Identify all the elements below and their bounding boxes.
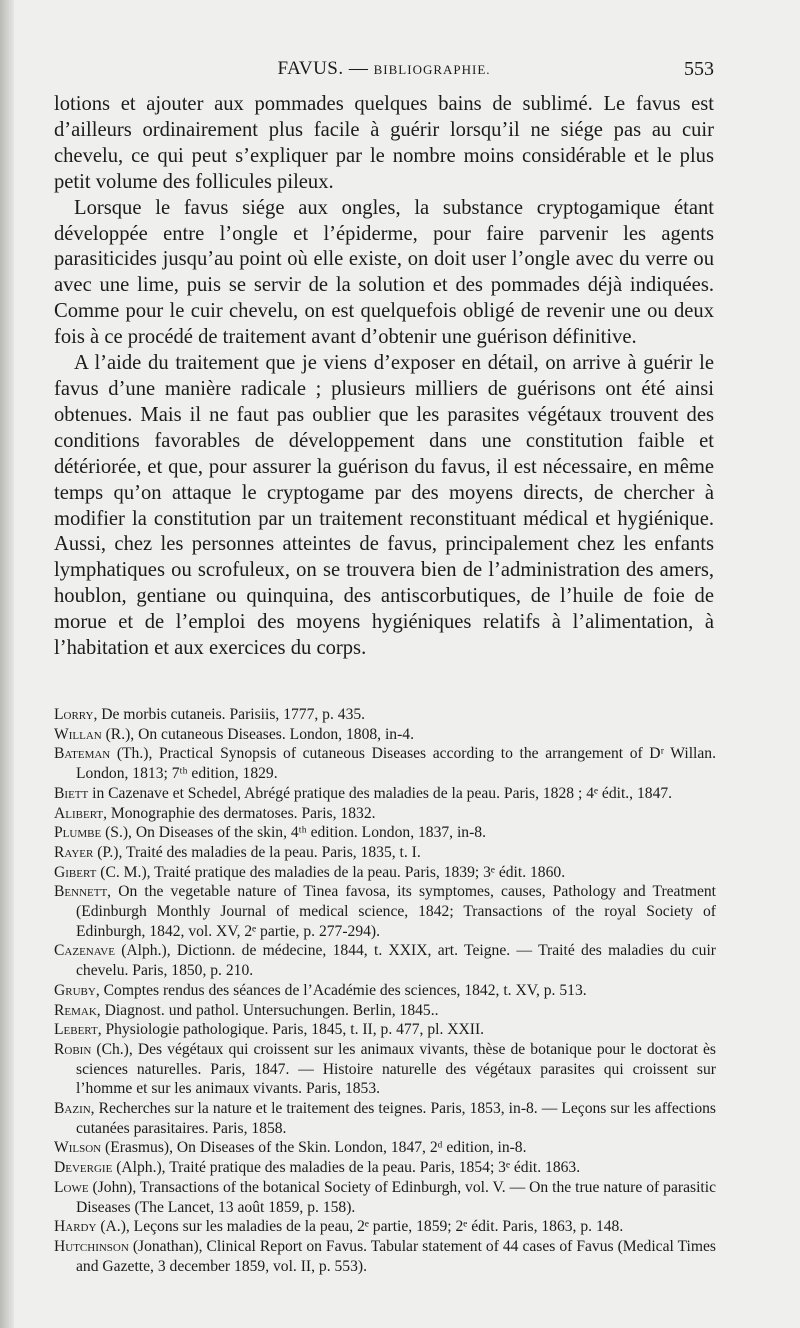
bibliography-entry (54, 804, 716, 824)
entry-author: Wilson (54, 1139, 102, 1157)
body-text (54, 92, 714, 662)
entry-author: Lorry, (54, 706, 98, 723)
running-head-dash: — (343, 58, 374, 79)
entry-author: Biett (54, 784, 89, 802)
entry-text: (P.), Traité des maladies de la peau. Paris, 1835, t. I. (93, 843, 421, 861)
entry-author: Lebert, (54, 1021, 102, 1039)
page-gutter-shadow (0, 0, 14, 1328)
entry-text: in Cazenave et Schedel, Abrégé pratique des maladies de la peau. Paris, 1828 ; 4ᵉ édit., 1847. (88, 784, 673, 802)
entry-author: Rayer (54, 843, 94, 861)
bibliography-entry (54, 725, 716, 745)
bibliography-entry (54, 744, 716, 783)
entry-author: Willan (54, 725, 102, 743)
bibliography-entry (54, 882, 716, 941)
entry-text: (Th.), Practical Synopsis of cutaneous Diseases according to the arrangement of Dʳ Willan. London, 1813; 7ᵗʰ edition, 1829. (76, 745, 716, 783)
entry-author: Lowe (54, 1178, 89, 1196)
entry-text: (R.), On cutaneous Diseases. London, 1808, in-4. (101, 725, 414, 743)
entry-text: (Erasmus), On Diseases of the Skin. London, 1847, 2ᵈ edition, in-8. (101, 1139, 527, 1157)
bibliography-entry (54, 981, 716, 1001)
entry-author: Remak, (54, 1001, 101, 1019)
entry-text: (John), Transactions of the botanical Society of Edinburgh, vol. V. — On the true nature of parasitic Diseases (The Lancet, 13 août 1859, p. 158). (76, 1178, 716, 1216)
bibliography-entry (54, 941, 716, 980)
entry-author: Robin (54, 1040, 92, 1058)
entry-text: Physiologie pathologique. Paris, 1845, t. II, p. 477, pl. XXII. (101, 1021, 485, 1039)
bibliography-entry (54, 1099, 716, 1138)
entry-author: Bennett, (54, 883, 112, 901)
running-head (54, 58, 714, 80)
entry-text: (Ch.), Des végétaux qui croissent sur les animaux vivants, thèse de botanique pour le doctorat ès sciences naturelles. Paris, 1847. — Histoire naturelle des végétaux parasites qui croissent sur l’homme et sur les animaux vivants. Paris, 1853. (76, 1040, 716, 1098)
entry-author: Hardy (54, 1218, 97, 1236)
bibliography-entry (54, 843, 716, 863)
entry-author: Plumbe (54, 824, 102, 842)
entry-author: Devergie (54, 1159, 113, 1177)
bibliography-entry (54, 1040, 716, 1099)
bibliography-entry (54, 705, 716, 725)
entry-text: Monographie des dermatoses. Paris, 1832. (107, 804, 376, 822)
entry-author: Alibert, (54, 804, 107, 822)
bibliography-entry (54, 784, 716, 804)
running-head-title: FAVUS. (277, 58, 344, 79)
paragraph: lotions et ajouter aux pommades quelques bains de sublimé. Le favus est d’ailleurs ordinairement plus facile à guérir lorsqu’il ne siége pas au cuir chevelu, ce qui peut s’expliquer par le nombre moins considérable et le plus petit volume des follicules pileux. (54, 93, 714, 193)
bibliography (54, 705, 716, 1276)
page-header (54, 58, 714, 86)
paragraph: A l’aide du traitement que je viens d’exposer en détail, on arrive à guérir le favus d’une manière radicale ; plusieurs milliers de guérisons ont été ainsi obtenues. Mais il ne faut pas oublier que les parasites végétaux trouvent des conditions favorables de développement dans une constitution faible et détériorée, et que, pour assurer la guérison du favus, il est nécessaire, en même temps qu’on attaque le cryptogame par des moyens directs, de chercher à modifier la constitution par un traitement reconstituant médical et hygiénique. Aussi, chez les personnes atteintes de favus, principalement chez les enfants lymphatiques ou scrofuleux, on se trouvera bien de l’administration des amers, houblon, gentiane ou quinquina, des antiscorbutiques, de l’huile de foie de morue et de l’emploi des moyens hygiéniques relatifs à l’alimentation, à l’habitation et aux exercices du corps. (54, 352, 714, 660)
entry-text: (S.), On Diseases of the skin, 4ᵗʰ edition. London, 1837, in-8. (101, 824, 486, 842)
bibliography-entry (54, 1237, 716, 1276)
bibliography-entry (54, 823, 716, 843)
bibliography-entry (54, 1020, 716, 1040)
bibliography-entry (54, 1138, 716, 1158)
entry-author: Bazin, (54, 1100, 95, 1118)
entry-text: Comptes rendus des séances de l’Académie des sciences, 1842, t. XV, p. 513. (99, 981, 587, 999)
entry-author: Gibert (54, 863, 97, 881)
entry-text: (C. M.), Traité pratique des maladies de la peau. Paris, 1839; 3ᵉ édit. 1860. (96, 863, 566, 881)
entry-author: Hutchinson (54, 1237, 129, 1255)
bibliography-entry (54, 1217, 716, 1237)
entry-text: (Alph.), Traité pratique des maladies de la peau. Paris, 1854; 3ᵉ édit. 1863. (112, 1159, 581, 1177)
entry-author: Bateman (54, 745, 111, 763)
entry-author: Gruby, (54, 981, 100, 999)
entry-text: De morbis cutaneis. Parisiis, 1777, p. 435. (97, 706, 366, 723)
page-number: 553 (684, 58, 714, 80)
entry-text: (A.), Leçons sur les maladies de la peau, 2ᵉ partie, 1859; 2ᵉ édit. Paris, 1863, p. 148. (96, 1218, 624, 1236)
paragraph: Lorsque le favus siége aux ongles, la substance cryptogamique étant développée entre l’ongle et l’épiderme, pour faire parvenir les agents parasiticides jusqu’au point où elle existe, on doit user l’ongle avec du verre ou avec une lime, puis se servir de la solution et des pommades déjà indiquées. Comme pour le cuir chevelu, on est quelquefois obligé de revenir une ou deux fois à ce procédé de traitement avant d’obtenir une guérison définitive. (54, 196, 714, 349)
entry-text: (Jonathan), Clinical Report on Favus. Tabular statement of 44 cases of Favus (Medical Times and Gazette, 3 december 1859, vol. II, p. 553). (76, 1237, 716, 1275)
entry-text: Diagnost. und pathol. Untersuchungen. Berlin, 1845.. (100, 1001, 439, 1019)
entry-text: On the vegetable nature of Tinea favosa, its symptomes, causes, Pathology and Treatment (Edinburgh Monthly Journal of medical science, 1842; Transactions of the royal Society of Edinburgh, 1842, vol. XV, 2ᵉ partie, p. 277-294). (76, 883, 716, 940)
bibliography-entry (54, 863, 716, 883)
bibliography-entry (54, 1001, 716, 1021)
bibliography-entry (54, 1178, 716, 1217)
bibliography-entry (54, 1158, 716, 1178)
entry-author: Cazenave (54, 942, 115, 960)
entry-text: Recherches sur la nature et le traitement des teignes. Paris, 1853, in-8. — Leçons sur les affections cutanées parasitaires. Paris, 1858. (76, 1100, 716, 1137)
running-head-subtitle: BIBLIOGRAPHIE. (373, 62, 491, 77)
entry-text: (Alph.), Dictionn. de médecine, 1844, t. XXIX, art. Teigne. — Traité des maladies du cuir chevelu. Paris, 1850, p. 210. (76, 942, 716, 980)
